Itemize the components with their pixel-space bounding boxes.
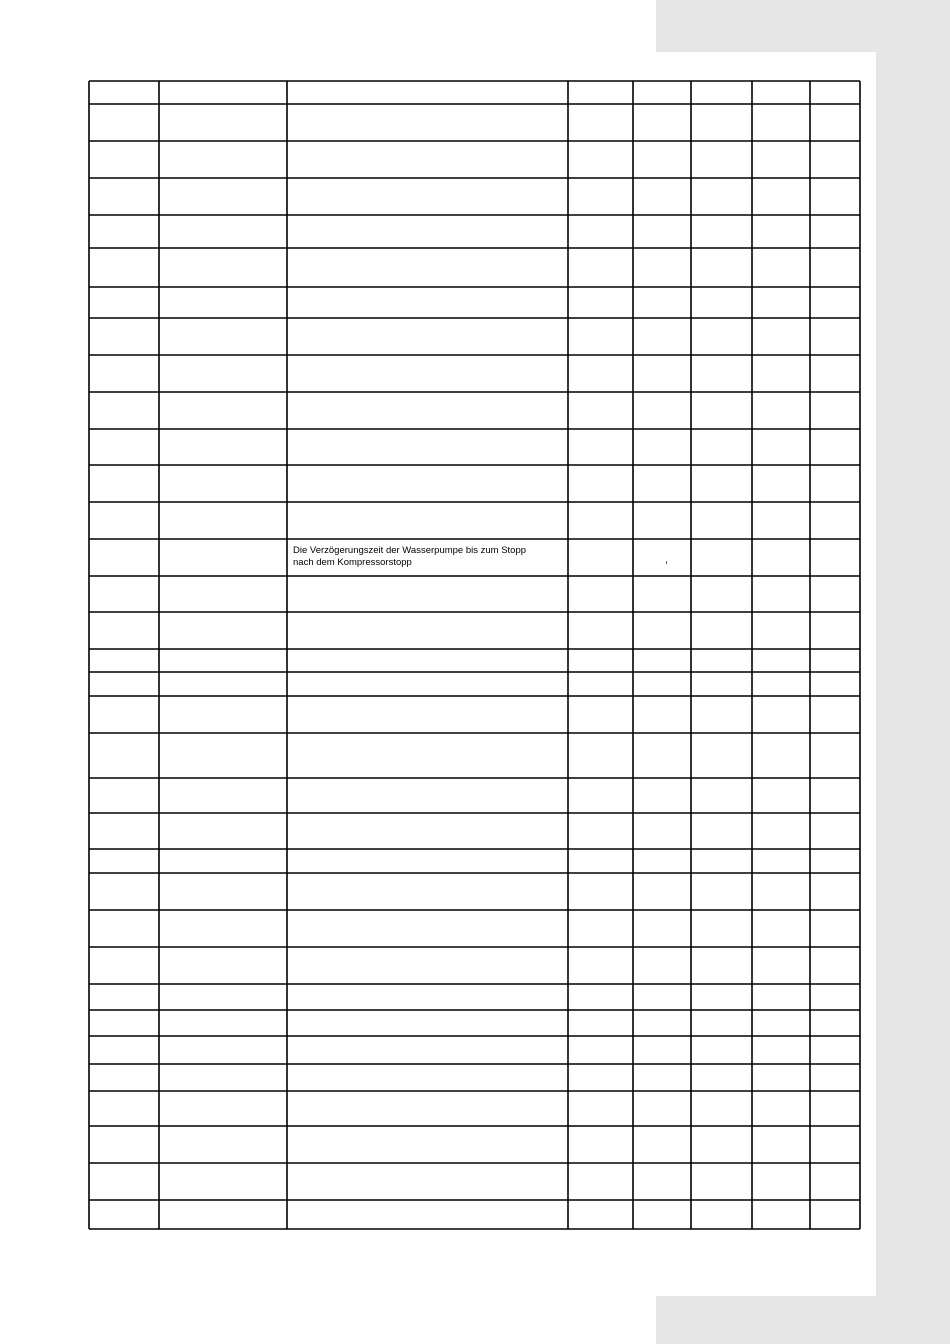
description-line-2: nach dem Kompressorstopp: [293, 557, 412, 568]
table-grid: [88, 80, 861, 1231]
page-edge-right: [876, 0, 950, 1344]
description-line-1: Die Verzögerungszeit der Wasserpumpe bis zum Stopp: [293, 545, 527, 556]
cell-mark: [666, 561, 667, 564]
parameter-table: [88, 80, 861, 1231]
